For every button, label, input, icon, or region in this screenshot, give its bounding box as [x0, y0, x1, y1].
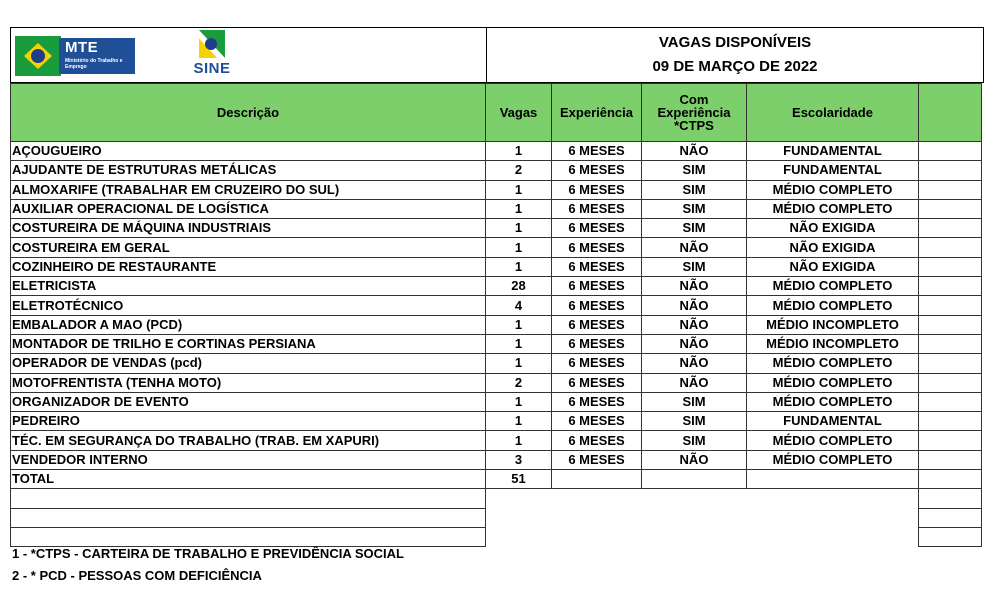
- cell-escolaridade: MÉDIO INCOMPLETO: [747, 334, 919, 353]
- cell-experiencia: 6 MESES: [552, 161, 642, 180]
- table-row: [11, 431, 982, 450]
- brazil-flag-icon: [15, 36, 61, 76]
- total-vagas: 51: [486, 470, 552, 489]
- cell-escolaridade: FUNDAMENTAL: [747, 161, 919, 180]
- cell-extra: [919, 180, 982, 199]
- cell-vagas: 1: [486, 257, 552, 276]
- cell-descricao: ORGANIZADOR DE EVENTO: [11, 392, 486, 411]
- col-header-descricao: Descrição: [11, 84, 486, 142]
- table-row: [11, 277, 982, 296]
- cell-ctps: NÃO: [642, 238, 747, 257]
- cell-empty: [919, 470, 982, 489]
- vacancies-table: [10, 83, 982, 547]
- cell-empty: [642, 527, 747, 546]
- cell-escolaridade: MÉDIO COMPLETO: [747, 373, 919, 392]
- cell-vagas: 2: [486, 373, 552, 392]
- sine-logo: [187, 30, 237, 82]
- sine-flag-icon: [199, 30, 225, 58]
- col-header-experiencia: Experiência: [552, 84, 642, 142]
- cell-ctps: NÃO: [642, 315, 747, 334]
- cell-descricao: AÇOUGUEIRO: [11, 142, 486, 161]
- cell-descricao: VENDEDOR INTERNO: [11, 450, 486, 469]
- footnote-1: 1 - *CTPS - CARTEIRA DE TRABALHO E PREVIDÊNCIA SOCIAL: [12, 546, 404, 561]
- cell-ctps: SIM: [642, 180, 747, 199]
- mte-abbr: MTE: [65, 39, 99, 56]
- cell-ctps: SIM: [642, 431, 747, 450]
- cell-vagas: 2: [486, 161, 552, 180]
- cell-experiencia: 6 MESES: [552, 354, 642, 373]
- cell-descricao: MONTADOR DE TRILHO E CORTINAS PERSIANA: [11, 334, 486, 353]
- cell-escolaridade: MÉDIO INCOMPLETO: [747, 315, 919, 334]
- cell-vagas: 28: [486, 277, 552, 296]
- cell-ctps: NÃO: [642, 354, 747, 373]
- cell-empty: [642, 489, 747, 508]
- col-header-ctps: [642, 84, 747, 142]
- cell-empty: [642, 508, 747, 527]
- cell-empty: [552, 489, 642, 508]
- logo-header: [10, 27, 486, 83]
- cell-descricao: ELETROTÉCNICO: [11, 296, 486, 315]
- cell-descricao: COSTUREIRA DE MÁQUINA INDUSTRIAIS: [11, 219, 486, 238]
- col-header-escolaridade: Escolaridade: [747, 84, 919, 142]
- cell-vagas: 1: [486, 180, 552, 199]
- cell-experiencia: 6 MESES: [552, 412, 642, 431]
- cell-descricao: ALMOXARIFE (TRABALHAR EM CRUZEIRO DO SUL): [11, 180, 486, 199]
- table-row: [11, 296, 982, 315]
- cell-descricao: MOTOFRENTISTA (TENHA MOTO): [11, 373, 486, 392]
- cell-extra: [919, 199, 982, 218]
- cell-extra: [919, 392, 982, 411]
- cell-descricao: OPERADOR DE VENDAS (pcd): [11, 354, 486, 373]
- cell-empty: [552, 508, 642, 527]
- cell-empty: [919, 508, 982, 527]
- footnotes: [12, 543, 404, 587]
- table-row: [11, 334, 982, 353]
- cell-vagas: 1: [486, 354, 552, 373]
- cell-experiencia: 6 MESES: [552, 180, 642, 199]
- cell-escolaridade: NÃO EXIGIDA: [747, 257, 919, 276]
- mte-logo: [15, 36, 135, 76]
- cell-descricao: COSTUREIRA EM GERAL: [11, 238, 486, 257]
- cell-extra: [919, 277, 982, 296]
- cell-extra: [919, 373, 982, 392]
- table-row: [11, 199, 982, 218]
- cell-descricao: TÉC. EM SEGURANÇA DO TRABALHO (TRAB. EM XAPURI): [11, 431, 486, 450]
- cell-vagas: 1: [486, 392, 552, 411]
- table-row: [11, 219, 982, 238]
- cell-vagas: 1: [486, 199, 552, 218]
- cell-descricao: ELETRICISTA: [11, 277, 486, 296]
- cell-escolaridade: NÃO EXIGIDA: [747, 219, 919, 238]
- cell-extra: [919, 450, 982, 469]
- cell-extra: [919, 334, 982, 353]
- cell-ctps: SIM: [642, 199, 747, 218]
- cell-vagas: 1: [486, 315, 552, 334]
- cell-extra: [919, 296, 982, 315]
- mte-logo-text: [59, 38, 135, 74]
- cell-extra: [919, 238, 982, 257]
- table-row: [11, 392, 982, 411]
- page-date: 09 DE MARÇO DE 2022: [652, 58, 818, 75]
- empty-row: [11, 508, 982, 527]
- cell-empty: [919, 489, 982, 508]
- cell-experiencia: 6 MESES: [552, 373, 642, 392]
- col-header-ctps-line2: Experiência: [657, 105, 731, 120]
- cell-experiencia: 6 MESES: [552, 219, 642, 238]
- cell-descricao: COZINHEIRO DE RESTAURANTE: [11, 257, 486, 276]
- cell-extra: [919, 315, 982, 334]
- cell-extra: [919, 257, 982, 276]
- cell-escolaridade: MÉDIO COMPLETO: [747, 392, 919, 411]
- table-row: [11, 450, 982, 469]
- cell-empty: [642, 470, 747, 489]
- cell-escolaridade: FUNDAMENTAL: [747, 142, 919, 161]
- cell-extra: [919, 431, 982, 450]
- table-row: [11, 315, 982, 334]
- cell-ctps: SIM: [642, 219, 747, 238]
- cell-experiencia: 6 MESES: [552, 238, 642, 257]
- cell-empty: [552, 470, 642, 489]
- table-header-row: [11, 84, 982, 142]
- cell-vagas: 1: [486, 219, 552, 238]
- mte-subtitle: Ministério do Trabalho e Emprego: [65, 58, 123, 70]
- cell-empty: [747, 508, 919, 527]
- cell-experiencia: 6 MESES: [552, 315, 642, 334]
- cell-experiencia: 6 MESES: [552, 142, 642, 161]
- table-row: [11, 373, 982, 392]
- cell-escolaridade: MÉDIO COMPLETO: [747, 431, 919, 450]
- cell-vagas: 1: [486, 238, 552, 257]
- table-row: [11, 161, 982, 180]
- cell-escolaridade: MÉDIO COMPLETO: [747, 450, 919, 469]
- cell-descricao: AUXILIAR OPERACIONAL DE LOGÍSTICA: [11, 199, 486, 218]
- page-title: VAGAS DISPONÍVEIS: [658, 34, 812, 51]
- cell-vagas: 1: [486, 431, 552, 450]
- cell-experiencia: 6 MESES: [552, 450, 642, 469]
- cell-escolaridade: MÉDIO COMPLETO: [747, 180, 919, 199]
- col-header-ctps-line3: *CTPS: [674, 118, 714, 133]
- cell-escolaridade: MÉDIO COMPLETO: [747, 277, 919, 296]
- cell-vagas: 1: [486, 142, 552, 161]
- cell-vagas: 3: [486, 450, 552, 469]
- cell-vagas: 1: [486, 412, 552, 431]
- table-row: [11, 180, 982, 199]
- cell-empty: [486, 508, 552, 527]
- cell-escolaridade: MÉDIO COMPLETO: [747, 199, 919, 218]
- cell-vagas: 4: [486, 296, 552, 315]
- title-block: [486, 27, 984, 83]
- cell-escolaridade: MÉDIO COMPLETO: [747, 296, 919, 315]
- cell-escolaridade: NÃO EXIGIDA: [747, 238, 919, 257]
- cell-experiencia: 6 MESES: [552, 431, 642, 450]
- cell-empty: [486, 527, 552, 546]
- cell-experiencia: 6 MESES: [552, 392, 642, 411]
- table-row: [11, 354, 982, 373]
- cell-extra: [919, 354, 982, 373]
- col-header-extra: [919, 84, 982, 142]
- footnote-2: 2 - * PCD - PESSOAS COM DEFICIÊNCIA: [12, 568, 262, 583]
- cell-ctps: SIM: [642, 161, 747, 180]
- cell-ctps: SIM: [642, 257, 747, 276]
- cell-ctps: NÃO: [642, 334, 747, 353]
- cell-ctps: SIM: [642, 412, 747, 431]
- cell-experiencia: 6 MESES: [552, 334, 642, 353]
- cell-experiencia: 6 MESES: [552, 257, 642, 276]
- cell-experiencia: 6 MESES: [552, 277, 642, 296]
- cell-ctps: NÃO: [642, 373, 747, 392]
- cell-descricao: EMBALADOR A MAO (PCD): [11, 315, 486, 334]
- col-header-ctps-line1: Com: [679, 92, 709, 107]
- cell-experiencia: 6 MESES: [552, 199, 642, 218]
- cell-empty: [486, 489, 552, 508]
- cell-empty: [919, 527, 982, 546]
- cell-empty: [11, 489, 486, 508]
- cell-ctps: NÃO: [642, 450, 747, 469]
- table-row: [11, 412, 982, 431]
- table-row: [11, 142, 982, 161]
- cell-ctps: NÃO: [642, 277, 747, 296]
- cell-empty: [552, 527, 642, 546]
- cell-experiencia: 6 MESES: [552, 296, 642, 315]
- cell-escolaridade: MÉDIO COMPLETO: [747, 354, 919, 373]
- sine-label: SINE: [193, 60, 231, 77]
- col-header-vagas: Vagas: [486, 84, 552, 142]
- cell-empty: [747, 470, 919, 489]
- cell-ctps: NÃO: [642, 296, 747, 315]
- cell-escolaridade: FUNDAMENTAL: [747, 412, 919, 431]
- total-label: TOTAL: [11, 470, 486, 489]
- cell-empty: [747, 489, 919, 508]
- cell-vagas: 1: [486, 334, 552, 353]
- cell-extra: [919, 412, 982, 431]
- cell-extra: [919, 219, 982, 238]
- cell-empty: [747, 527, 919, 546]
- table-row: [11, 257, 982, 276]
- cell-descricao: AJUDANTE DE ESTRUTURAS METÁLICAS: [11, 161, 486, 180]
- table-row: [11, 238, 982, 257]
- empty-row: [11, 489, 982, 508]
- cell-ctps: SIM: [642, 392, 747, 411]
- cell-extra: [919, 161, 982, 180]
- total-row: [11, 470, 982, 489]
- cell-empty: [11, 508, 486, 527]
- cell-extra: [919, 142, 982, 161]
- cell-descricao: PEDREIRO: [11, 412, 486, 431]
- cell-ctps: NÃO: [642, 142, 747, 161]
